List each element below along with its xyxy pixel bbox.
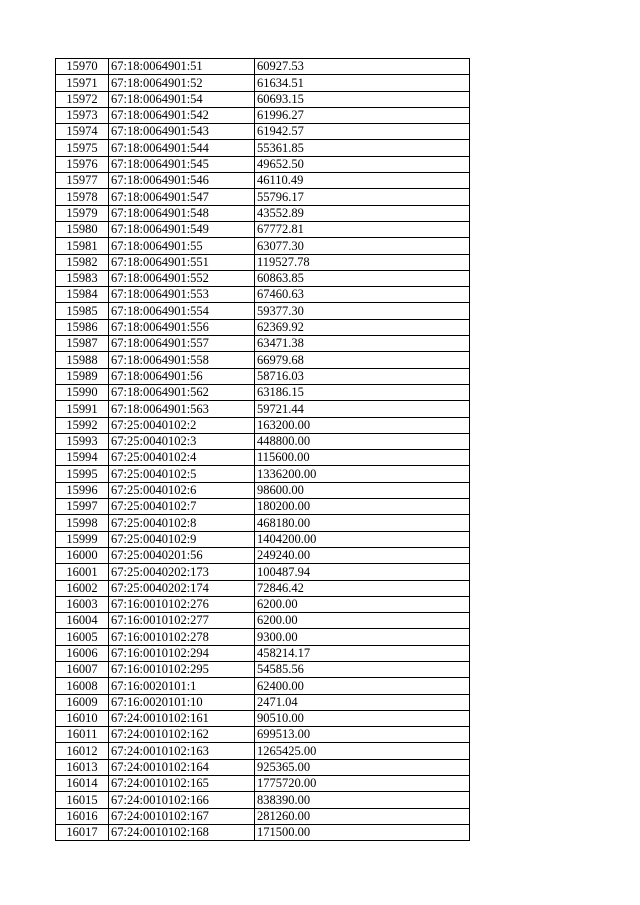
row-number-cell: 16007 — [56, 661, 109, 677]
table-row — [56, 270, 470, 286]
row-number-cell: 15972 — [56, 91, 109, 107]
table-row — [56, 824, 470, 840]
row-number-cell: 16016 — [56, 808, 109, 824]
cadastral-number-cell: 67:24:0010102:163 — [109, 743, 255, 759]
table-row — [56, 808, 470, 824]
row-number-cell: 16003 — [56, 596, 109, 612]
cadastral-number-cell: 67:18:0064901:552 — [109, 270, 255, 286]
table-row — [56, 221, 470, 237]
cadastral-value-cell: 180200.00 — [255, 499, 470, 515]
cadastral-number-cell: 67:24:0010102:162 — [109, 727, 255, 743]
row-number-cell: 15976 — [56, 156, 109, 172]
cadastral-value-cell: 115600.00 — [255, 450, 470, 466]
cadastral-number-cell: 67:16:0010102:276 — [109, 596, 255, 612]
cadastral-value-cell: 63471.38 — [255, 336, 470, 352]
cadastral-number-cell: 67:18:0064901:551 — [109, 254, 255, 270]
cadastral-value-cell: 838390.00 — [255, 792, 470, 808]
table-row — [56, 59, 470, 75]
table-row — [56, 75, 470, 91]
table-row — [56, 792, 470, 808]
table-row — [56, 238, 470, 254]
cadastral-number-cell: 67:16:0010102:278 — [109, 629, 255, 645]
cadastral-number-cell: 67:18:0064901:545 — [109, 156, 255, 172]
cadastral-number-cell: 67:16:0020101:1 — [109, 678, 255, 694]
row-number-cell: 15977 — [56, 173, 109, 189]
cadastral-number-cell: 67:24:0010102:167 — [109, 808, 255, 824]
table-row — [56, 140, 470, 156]
cadastral-value-cell: 63186.15 — [255, 384, 470, 400]
table-row — [56, 156, 470, 172]
table-row — [56, 515, 470, 531]
cadastral-value-cell: 62369.92 — [255, 319, 470, 335]
cadastral-number-cell: 67:18:0064901:549 — [109, 221, 255, 237]
table-row — [56, 254, 470, 270]
table-row — [56, 564, 470, 580]
row-number-cell: 15980 — [56, 221, 109, 237]
cadastral-number-cell: 67:25:0040102:3 — [109, 433, 255, 449]
cadastral-value-cell: 925365.00 — [255, 759, 470, 775]
row-number-cell: 15982 — [56, 254, 109, 270]
table-row — [56, 759, 470, 775]
row-number-cell: 15996 — [56, 482, 109, 498]
row-number-cell: 16009 — [56, 694, 109, 710]
row-number-cell: 15979 — [56, 205, 109, 221]
cadastral-value-cell: 2471.04 — [255, 694, 470, 710]
row-number-cell: 16006 — [56, 645, 109, 661]
cadastral-number-cell: 67:18:0064901:54 — [109, 91, 255, 107]
cadastral-number-cell: 67:18:0064901:553 — [109, 287, 255, 303]
cadastral-number-cell: 67:18:0064901:52 — [109, 75, 255, 91]
table-row — [56, 678, 470, 694]
cadastral-value-cell: 1265425.00 — [255, 743, 470, 759]
table-body — [56, 59, 470, 841]
row-number-cell: 15995 — [56, 466, 109, 482]
cadastral-number-cell: 67:25:0040102:2 — [109, 417, 255, 433]
cadastral-value-cell: 61996.27 — [255, 107, 470, 123]
row-number-cell: 16001 — [56, 564, 109, 580]
row-number-cell: 15997 — [56, 499, 109, 515]
cadastral-number-cell: 67:25:0040102:7 — [109, 499, 255, 515]
table-row — [56, 205, 470, 221]
table-row — [56, 287, 470, 303]
cadastral-number-cell: 67:24:0010102:165 — [109, 776, 255, 792]
cadastral-value-cell: 63077.30 — [255, 238, 470, 254]
table-row — [56, 776, 470, 792]
cadastral-value-cell: 67772.81 — [255, 221, 470, 237]
cadastral-number-cell: 67:18:0064901:55 — [109, 238, 255, 254]
table-row — [56, 596, 470, 612]
cadastral-number-cell: 67:25:0040102:6 — [109, 482, 255, 498]
row-number-cell: 15984 — [56, 287, 109, 303]
cadastral-number-cell: 67:18:0064901:548 — [109, 205, 255, 221]
row-number-cell: 15981 — [56, 238, 109, 254]
table-row — [56, 531, 470, 547]
table-row — [56, 482, 470, 498]
cadastral-value-cell: 49652.50 — [255, 156, 470, 172]
table-row — [56, 303, 470, 319]
cadastral-value-cell: 1336200.00 — [255, 466, 470, 482]
row-number-cell: 15992 — [56, 417, 109, 433]
row-number-cell: 16014 — [56, 776, 109, 792]
table-row — [56, 368, 470, 384]
table-row — [56, 336, 470, 352]
cadastral-number-cell: 67:18:0064901:51 — [109, 59, 255, 75]
cadastral-number-cell: 67:25:0040201:56 — [109, 547, 255, 563]
cadastral-number-cell: 67:25:0040202:174 — [109, 580, 255, 596]
table-row — [56, 450, 470, 466]
cadastral-value-cell: 60863.85 — [255, 270, 470, 286]
row-number-cell: 16013 — [56, 759, 109, 775]
cadastral-number-cell: 67:24:0010102:161 — [109, 710, 255, 726]
cadastral-value-cell: 58716.03 — [255, 368, 470, 384]
table-row — [56, 694, 470, 710]
table-row — [56, 417, 470, 433]
cadastral-number-cell: 67:25:0040102:9 — [109, 531, 255, 547]
table-row — [56, 727, 470, 743]
row-number-cell: 15991 — [56, 401, 109, 417]
table-row — [56, 173, 470, 189]
table-row — [56, 613, 470, 629]
cadastral-value-cell: 46110.49 — [255, 173, 470, 189]
cadastral-value-cell: 66979.68 — [255, 352, 470, 368]
cadastral-value-table — [55, 58, 470, 841]
cadastral-number-cell: 67:24:0010102:168 — [109, 824, 255, 840]
table-row — [56, 547, 470, 563]
cadastral-value-cell: 119527.78 — [255, 254, 470, 270]
row-number-cell: 15989 — [56, 368, 109, 384]
row-number-cell: 15974 — [56, 124, 109, 140]
cadastral-number-cell: 67:18:0064901:562 — [109, 384, 255, 400]
cadastral-number-cell: 67:18:0064901:556 — [109, 319, 255, 335]
cadastral-value-cell: 62400.00 — [255, 678, 470, 694]
table-row — [56, 91, 470, 107]
cadastral-number-cell: 67:25:0040102:8 — [109, 515, 255, 531]
cadastral-value-cell: 1404200.00 — [255, 531, 470, 547]
cadastral-number-cell: 67:18:0064901:56 — [109, 368, 255, 384]
row-number-cell: 16000 — [56, 547, 109, 563]
cadastral-value-cell: 67460.63 — [255, 287, 470, 303]
cadastral-number-cell: 67:18:0064901:557 — [109, 336, 255, 352]
cadastral-value-cell: 1775720.00 — [255, 776, 470, 792]
row-number-cell: 16012 — [56, 743, 109, 759]
cadastral-value-cell: 458214.17 — [255, 645, 470, 661]
row-number-cell: 15986 — [56, 319, 109, 335]
row-number-cell: 15971 — [56, 75, 109, 91]
cadastral-value-cell: 61634.51 — [255, 75, 470, 91]
row-number-cell: 16004 — [56, 613, 109, 629]
table-row — [56, 743, 470, 759]
cadastral-number-cell: 67:25:0040202:173 — [109, 564, 255, 580]
cadastral-value-cell: 281260.00 — [255, 808, 470, 824]
cadastral-number-cell: 67:16:0020101:10 — [109, 694, 255, 710]
row-number-cell: 15998 — [56, 515, 109, 531]
cadastral-value-cell: 171500.00 — [255, 824, 470, 840]
table-row — [56, 189, 470, 205]
row-number-cell: 16011 — [56, 727, 109, 743]
cadastral-value-cell: 699513.00 — [255, 727, 470, 743]
table-row — [56, 319, 470, 335]
table-row — [56, 401, 470, 417]
cadastral-number-cell: 67:16:0010102:295 — [109, 661, 255, 677]
cadastral-value-cell: 249240.00 — [255, 547, 470, 563]
cadastral-number-cell: 67:25:0040102:4 — [109, 450, 255, 466]
row-number-cell: 15988 — [56, 352, 109, 368]
cadastral-number-cell: 67:24:0010102:166 — [109, 792, 255, 808]
cadastral-value-cell: 6200.00 — [255, 613, 470, 629]
table-row — [56, 433, 470, 449]
cadastral-value-cell: 448800.00 — [255, 433, 470, 449]
table-row — [56, 352, 470, 368]
cadastral-value-cell: 55361.85 — [255, 140, 470, 156]
cadastral-value-cell: 43552.89 — [255, 205, 470, 221]
row-number-cell: 15973 — [56, 107, 109, 123]
table-row — [56, 629, 470, 645]
cadastral-value-cell: 163200.00 — [255, 417, 470, 433]
row-number-cell: 15970 — [56, 59, 109, 75]
cadastral-value-cell: 61942.57 — [255, 124, 470, 140]
cadastral-number-cell: 67:25:0040102:5 — [109, 466, 255, 482]
cadastral-number-cell: 67:18:0064901:543 — [109, 124, 255, 140]
row-number-cell: 15999 — [56, 531, 109, 547]
table-row — [56, 499, 470, 515]
row-number-cell: 15985 — [56, 303, 109, 319]
cadastral-number-cell: 67:18:0064901:558 — [109, 352, 255, 368]
cadastral-number-cell: 67:18:0064901:546 — [109, 173, 255, 189]
row-number-cell: 15975 — [56, 140, 109, 156]
row-number-cell: 16005 — [56, 629, 109, 645]
row-number-cell: 15994 — [56, 450, 109, 466]
cadastral-value-cell: 468180.00 — [255, 515, 470, 531]
table-row — [56, 107, 470, 123]
cadastral-number-cell: 67:16:0010102:277 — [109, 613, 255, 629]
cadastral-value-cell: 98600.00 — [255, 482, 470, 498]
cadastral-value-cell: 59721.44 — [255, 401, 470, 417]
cadastral-number-cell: 67:18:0064901:547 — [109, 189, 255, 205]
cadastral-value-cell: 54585.56 — [255, 661, 470, 677]
cadastral-value-cell: 100487.94 — [255, 564, 470, 580]
cadastral-value-cell: 9300.00 — [255, 629, 470, 645]
cadastral-value-cell: 60693.15 — [255, 91, 470, 107]
cadastral-number-cell: 67:24:0010102:164 — [109, 759, 255, 775]
row-number-cell: 16015 — [56, 792, 109, 808]
row-number-cell: 15987 — [56, 336, 109, 352]
table-row — [56, 580, 470, 596]
row-number-cell: 16008 — [56, 678, 109, 694]
table-row — [56, 384, 470, 400]
row-number-cell: 15983 — [56, 270, 109, 286]
row-number-cell: 15978 — [56, 189, 109, 205]
row-number-cell: 15993 — [56, 433, 109, 449]
cadastral-number-cell: 67:18:0064901:563 — [109, 401, 255, 417]
table-row — [56, 661, 470, 677]
cadastral-value-cell: 72846.42 — [255, 580, 470, 596]
table-row — [56, 124, 470, 140]
row-number-cell: 16002 — [56, 580, 109, 596]
cadastral-value-cell: 6200.00 — [255, 596, 470, 612]
cadastral-value-cell: 55796.17 — [255, 189, 470, 205]
row-number-cell: 16017 — [56, 824, 109, 840]
cadastral-number-cell: 67:18:0064901:544 — [109, 140, 255, 156]
table-row — [56, 645, 470, 661]
cadastral-number-cell: 67:18:0064901:554 — [109, 303, 255, 319]
cadastral-number-cell: 67:16:0010102:294 — [109, 645, 255, 661]
row-number-cell: 15990 — [56, 384, 109, 400]
row-number-cell: 16010 — [56, 710, 109, 726]
table-row — [56, 466, 470, 482]
cadastral-number-cell: 67:18:0064901:542 — [109, 107, 255, 123]
cadastral-value-cell: 60927.53 — [255, 59, 470, 75]
table-row — [56, 710, 470, 726]
cadastral-value-cell: 59377.30 — [255, 303, 470, 319]
cadastral-value-cell: 90510.00 — [255, 710, 470, 726]
